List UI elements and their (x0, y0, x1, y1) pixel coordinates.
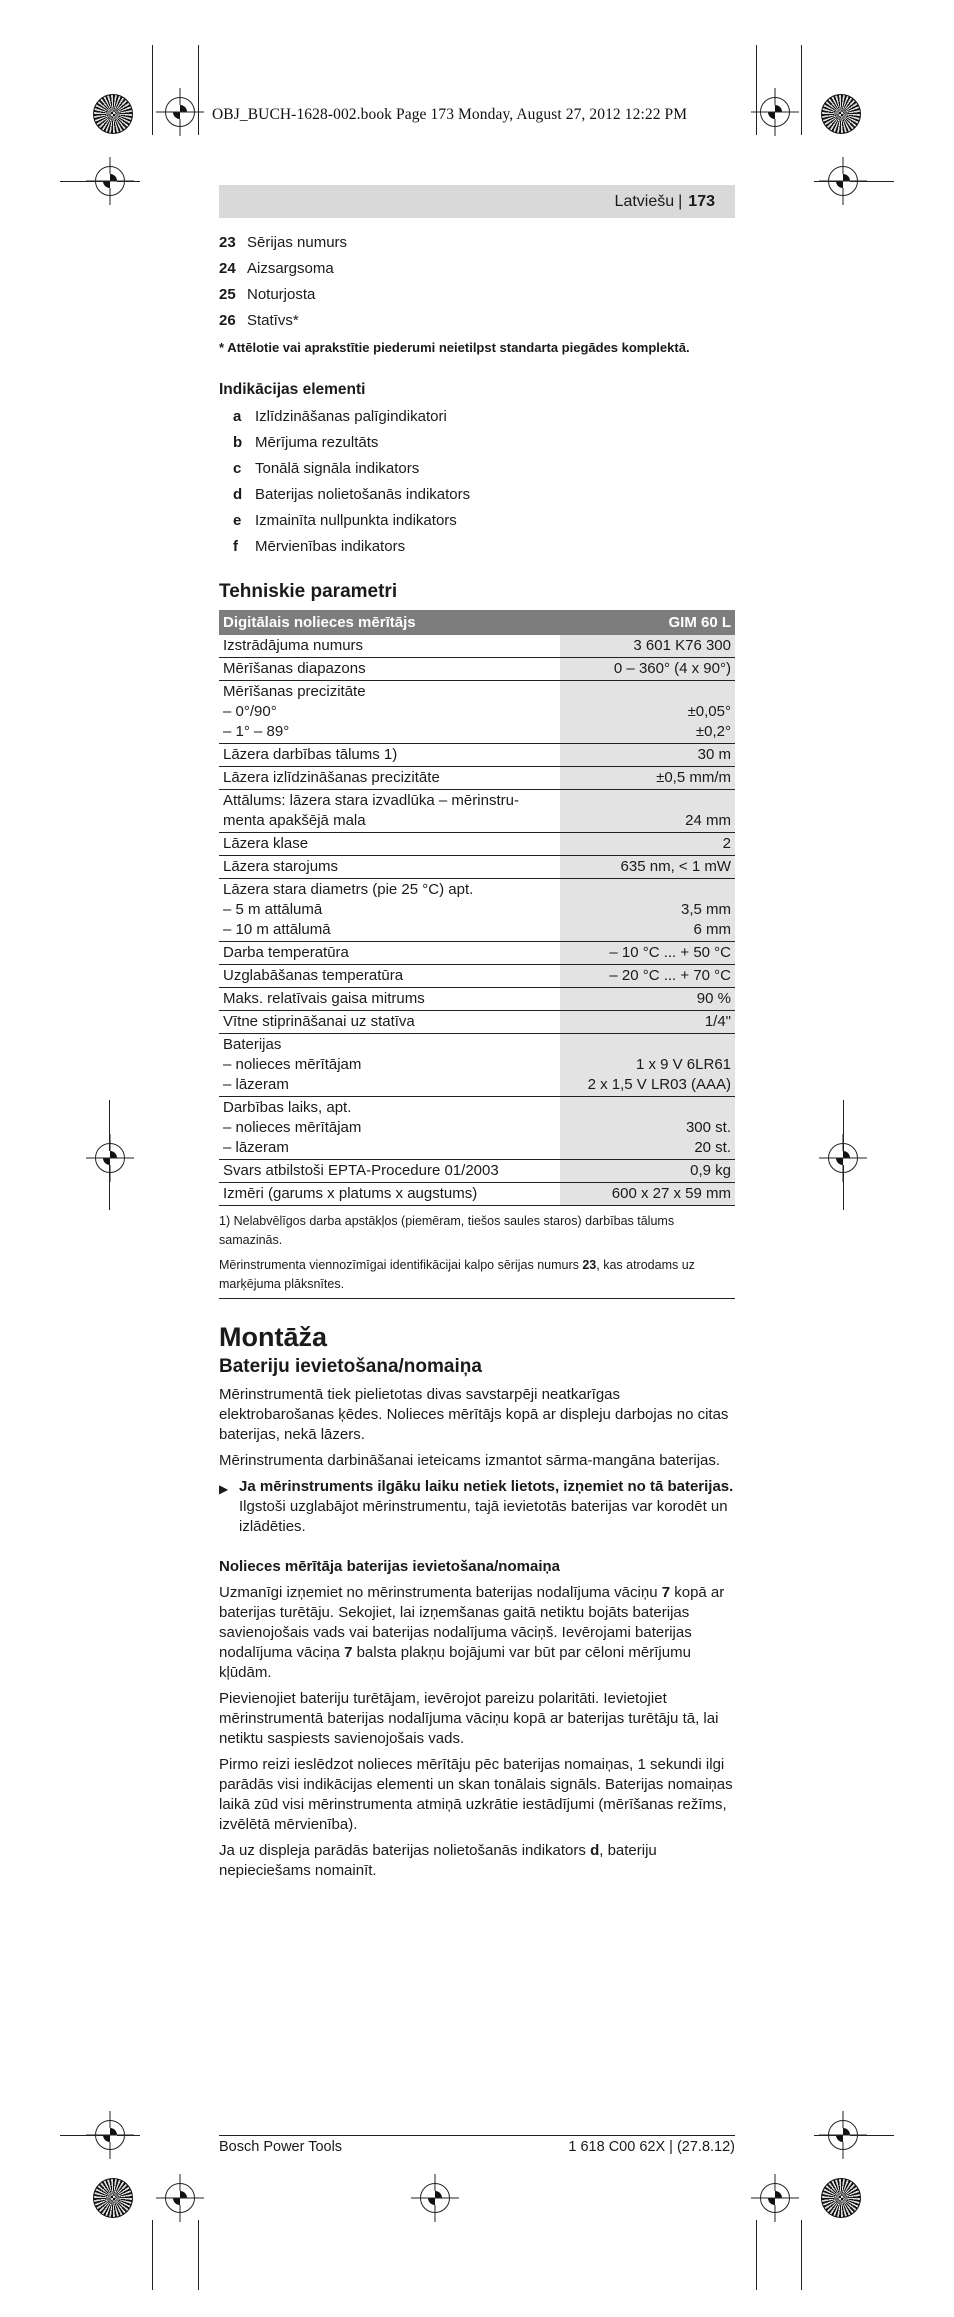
param-cell (219, 744, 560, 767)
registration-mark-icon (420, 2183, 450, 2213)
warning-rest: Ilgstoši uzglabājot mērinstrumentu, tajā ievietotās baterijas var korodēt un izlādēties. (239, 1498, 728, 1535)
table-row (219, 790, 735, 833)
param-line: Izmēri (garums x platums x augstums) (223, 1185, 478, 1202)
footnote-2-text: , kas atrodams uz marķējuma plāksnītes. (219, 1258, 695, 1291)
table-row (219, 879, 735, 942)
item-number: 23 (219, 234, 236, 251)
text: balsta plakņu bojājumi var būt par cēloni mērījumu kļūdām. (219, 1644, 691, 1681)
table-row (219, 767, 735, 790)
value-line: 300 st. (685, 1119, 731, 1136)
param-cell (219, 1160, 560, 1183)
table-row (219, 965, 735, 988)
list-item (219, 508, 735, 534)
paragraph: Pirmo reizi ieslēdzot nolieces mērītāju pēc baterijas nomaiņas, 1 sekundi ilgi parādās visi indikācijas elementi un skan tonālais signāls. Baterijas nomaiņas laikā zūd visi mērinstrumenta atmiņā uzkrātie iestādījumi (mērīšanas režīms, izvēlētā mērvienība). (219, 1756, 733, 1833)
running-head (219, 185, 735, 218)
text: kopā ar baterijas turētāju. Sekojiet, lai izņemšanas gaitā netiktu bojāts baterijas savienojošais vads vai baterijas nodalījuma vāciņš. Ievērojami baterijas nodalījuma vāciņa (219, 1584, 725, 1661)
page-content (219, 185, 735, 1887)
paragraph: Mērinstrumentā tiek pielietotas divas savstarpēji neatkarīgas elektrobarošanas ķēdes. Nolieces mērītājs kopā ar displeju darbojas no citas baterijas, nekā lāzers. (219, 1386, 729, 1443)
registration-mark-icon (95, 1143, 125, 1173)
registration-mark-icon (95, 2120, 125, 2150)
value-line: 635 nm, < 1 mW (620, 858, 731, 875)
param-cell (219, 988, 560, 1011)
triangle-bullet-icon: ▶ (219, 1482, 229, 1496)
accessories-note: * Attēlotie vai aprakstītie piederumi neietilpst standarta piegādes komplektā. (219, 340, 690, 355)
footnotes (219, 1212, 735, 1299)
param-line: – 0°/90° (223, 703, 277, 720)
param-line: – nolieces mērītājam (223, 1119, 362, 1136)
value-cell (560, 856, 735, 879)
param-line: Svars atbilstoši EPTA-Procedure 01/2003 (223, 1162, 499, 1179)
color-bar-icon (821, 2178, 861, 2218)
value-line: 3 601 K76 300 (633, 637, 731, 654)
value-line: – 10 °C ... + 50 °C (609, 944, 731, 961)
item-letter: b (233, 434, 243, 451)
table-header-row (219, 610, 735, 635)
text: Uzmanīgi izņemiet no mērinstrumenta baterijas nodalījuma vāciņu (219, 1584, 662, 1601)
param-line: Lāzera darbības tālums 1) (223, 746, 398, 763)
tech-heading: Tehniskie parametri (219, 581, 398, 602)
value-line: 0 – 360° (4 x 90°) (613, 660, 731, 677)
item-label: Izmainīta nullpunkta indikators (255, 512, 457, 529)
table-row (219, 635, 735, 658)
value-line: 0,9 kg (690, 1162, 731, 1179)
table-row (219, 942, 735, 965)
registration-mark-icon (165, 2183, 195, 2213)
subsection-title: Bateriju ievietošana/nomaiņa (219, 1356, 482, 1377)
param-cell (219, 681, 560, 744)
param-cell (219, 1183, 560, 1206)
color-bar-icon (93, 94, 133, 134)
param-cell (219, 1034, 560, 1097)
table-row (219, 988, 735, 1011)
param-line: Uzglabāšanas temperatūra (223, 967, 404, 984)
param-cell (219, 879, 560, 942)
paragraph: Pievienojiet bateriju turētājam, ievērojot pareizu polaritāti. Ievietojiet mērinstrumentā baterijas nodalījuma vāciņu kopā ar baterijas turētāju tā, lai netiktu saspiests savienojošais vads. (219, 1690, 719, 1747)
item-label: Sērijas numurs (247, 234, 348, 251)
value-cell (560, 1011, 735, 1034)
table-row (219, 658, 735, 681)
param-cell (219, 856, 560, 879)
running-head-separator: | (678, 192, 683, 210)
spec-table-body (219, 635, 735, 1206)
param-cell (219, 965, 560, 988)
value-line: 30 m (697, 746, 731, 763)
value-line: ±0,05° (687, 703, 731, 720)
value-cell (560, 1160, 735, 1183)
item-label: Mērījuma rezultāts (255, 434, 379, 451)
value-line: 90 % (696, 990, 731, 1007)
param-line: Lāzera izlīdzināšanas precizitāte (223, 769, 440, 786)
item-number: 26 (219, 312, 236, 329)
registration-mark-icon (760, 2183, 790, 2213)
value-line: 24 mm (685, 812, 731, 829)
crop-mark (756, 2220, 757, 2290)
crop-mark (152, 45, 153, 135)
registration-mark-icon (95, 166, 125, 196)
param-cell (219, 1011, 560, 1034)
warning-bold: Ja mērinstruments ilgāku laiku netiek lietots, izņemiet no tā baterijas. (239, 1478, 734, 1495)
param-line: Attālums: lāzera stara izvadlūka – mērinstru- (223, 792, 519, 809)
value-line: ±0,5 mm/m (656, 769, 731, 786)
warning-text (239, 1477, 735, 1537)
footnote-2-ref: 23 (582, 1258, 597, 1272)
registration-mark-icon (828, 2120, 858, 2150)
item-letter: e (233, 512, 242, 529)
paragraph: Mērinstrumenta darbināšanai ieteicams izmantot sārma-mangāna baterijas. (219, 1452, 721, 1469)
value-line: 2 (722, 835, 731, 852)
value-cell (560, 681, 735, 744)
crop-mark (152, 2220, 153, 2290)
warning (219, 1477, 735, 1537)
color-bar-icon (821, 94, 861, 134)
section-title: Montāža (219, 1322, 327, 1352)
paragraph (219, 1841, 735, 1881)
item-letter: a (233, 408, 242, 425)
item-label: Aizsargsoma (247, 260, 334, 277)
param-line: Darbības laiks, apt. (223, 1099, 352, 1116)
spec-table (219, 610, 735, 1206)
paragraph (219, 1583, 735, 1683)
param-cell (219, 635, 560, 658)
table-header-left: Digitālais nolieces mērītājs (219, 610, 560, 635)
registration-mark-icon (828, 166, 858, 196)
value-line: 2 x 1,5 V LR03 (AAA) (587, 1076, 731, 1093)
subsection-heading: Nolieces mērītāja baterijas ievietošana/nomaiņa (219, 1558, 560, 1575)
item-label: Mērvienības indikators (255, 538, 406, 555)
list-item (219, 230, 735, 256)
param-line: Vītne stiprināšanai uz statīva (223, 1013, 415, 1030)
list-item (219, 282, 735, 308)
page-number: 173 (688, 192, 715, 210)
param-line: – nolieces mērītājam (223, 1056, 362, 1073)
param-line: – 10 m attālumā (223, 921, 331, 938)
indicators-heading: Indikācijas elementi (219, 381, 366, 398)
value-cell (560, 942, 735, 965)
table-header-right: GIM 60 L (560, 610, 735, 635)
value-line: ±0,2° (695, 723, 731, 740)
table-row (219, 1011, 735, 1034)
param-line: Lāzera klase (223, 835, 309, 852)
table-row (219, 1034, 735, 1097)
value-cell (560, 790, 735, 833)
running-head-language: Latviešu (614, 192, 675, 210)
item-label: Izlīdzināšanas palīgindikatori (255, 408, 447, 425)
item-label: Noturjosta (247, 286, 316, 303)
param-line: Maks. relatīvais gaisa mitrums (223, 990, 425, 1007)
item-label: Baterijas nolietošanās indikators (255, 486, 471, 503)
value-cell (560, 833, 735, 856)
value-line: 600 x 27 x 59 mm (611, 1185, 731, 1202)
value-line: 1/4" (704, 1013, 731, 1030)
item-letter: d (233, 486, 243, 503)
item-label: Statīvs* (247, 312, 299, 329)
registration-mark-icon (165, 97, 195, 127)
value-cell (560, 1097, 735, 1160)
table-row (219, 744, 735, 767)
item-number: 25 (219, 286, 236, 303)
value-line: 6 mm (693, 921, 731, 938)
value-cell (560, 744, 735, 767)
item-letter: c (233, 460, 242, 477)
param-cell (219, 790, 560, 833)
param-line: Lāzera starojums (223, 858, 339, 875)
param-line: Darba temperatūra (223, 944, 349, 961)
list-item (219, 308, 735, 334)
footnote-1: 1) Nelabvēlīgos darba apstākļos (piemēram, tiešos saules staros) darbības tālums samazinās. (219, 1214, 675, 1247)
param-cell (219, 658, 560, 681)
list-item (219, 256, 735, 282)
footer-left: Bosch Power Tools (219, 2139, 343, 2155)
parts-list (219, 230, 735, 334)
value-cell (560, 879, 735, 942)
param-cell (219, 1097, 560, 1160)
param-cell (219, 942, 560, 965)
param-line: – lāzeram (223, 1139, 289, 1156)
param-line: Lāzera stara diametrs (pie 25 °C) apt. (223, 881, 474, 898)
value-line: 3,5 mm (680, 901, 731, 918)
param-line: Mērīšanas diapazons (223, 660, 366, 677)
table-row (219, 833, 735, 856)
value-cell (560, 965, 735, 988)
ref: 7 (661, 1584, 671, 1601)
param-line: – lāzeram (223, 1076, 289, 1093)
list-item (219, 482, 735, 508)
registration-mark-icon (760, 97, 790, 127)
param-line: Mērīšanas precizitāte (223, 683, 366, 700)
table-row (219, 856, 735, 879)
footnote-2 (219, 1256, 735, 1294)
crop-mark (756, 45, 757, 135)
param-line: menta apakšējā mala (223, 812, 366, 829)
value-cell (560, 1034, 735, 1097)
list-item (219, 456, 735, 482)
ref: d (590, 1842, 600, 1859)
ref: 7 (344, 1644, 353, 1661)
item-letter: f (233, 538, 238, 555)
text: , bateriju nepieciešams nomainīt. (219, 1842, 657, 1879)
table-row (219, 681, 735, 744)
file-header: OBJ_BUCH-1628-002.book Page 173 Monday, August 27, 2012 12:22 PM (212, 106, 688, 123)
param-line: Izstrādājuma numurs (223, 637, 364, 654)
param-line: Baterijas (223, 1036, 282, 1053)
param-line: – 1° – 89° (223, 723, 290, 740)
item-number: 24 (219, 260, 236, 277)
list-item (219, 404, 735, 430)
value-line: 20 st. (694, 1139, 731, 1156)
footnote-2-text: Mērinstrumenta viennozīmīgai identifikācijai kalpo sērijas numurs (219, 1258, 583, 1272)
value-line: – 20 °C ... + 70 °C (609, 967, 731, 984)
crop-mark (801, 2220, 802, 2290)
table-row (219, 1097, 735, 1160)
color-bar-icon (93, 2178, 133, 2218)
crop-mark (198, 45, 199, 135)
text: Ja uz displeja parādās baterijas nolietošanās indikators (219, 1842, 591, 1859)
footer-right: 1 618 C00 62X | (27.8.12) (568, 2139, 735, 2155)
value-line: 1 x 9 V 6LR61 (635, 1056, 731, 1073)
page-footer (219, 2135, 735, 2155)
table-row (219, 1160, 735, 1183)
indicators-list (219, 404, 735, 560)
crop-mark (801, 45, 802, 135)
list-item (219, 534, 735, 560)
value-cell (560, 988, 735, 1011)
param-line: – 5 m attālumā (223, 901, 323, 918)
item-label: Tonālā signāla indikators (255, 460, 420, 477)
param-cell (219, 833, 560, 856)
value-cell (560, 658, 735, 681)
crop-mark (198, 2220, 199, 2290)
value-cell (560, 1183, 735, 1206)
value-cell (560, 635, 735, 658)
list-item (219, 430, 735, 456)
registration-mark-icon (828, 1143, 858, 1173)
value-cell (560, 767, 735, 790)
param-cell (219, 767, 560, 790)
table-row (219, 1183, 735, 1206)
